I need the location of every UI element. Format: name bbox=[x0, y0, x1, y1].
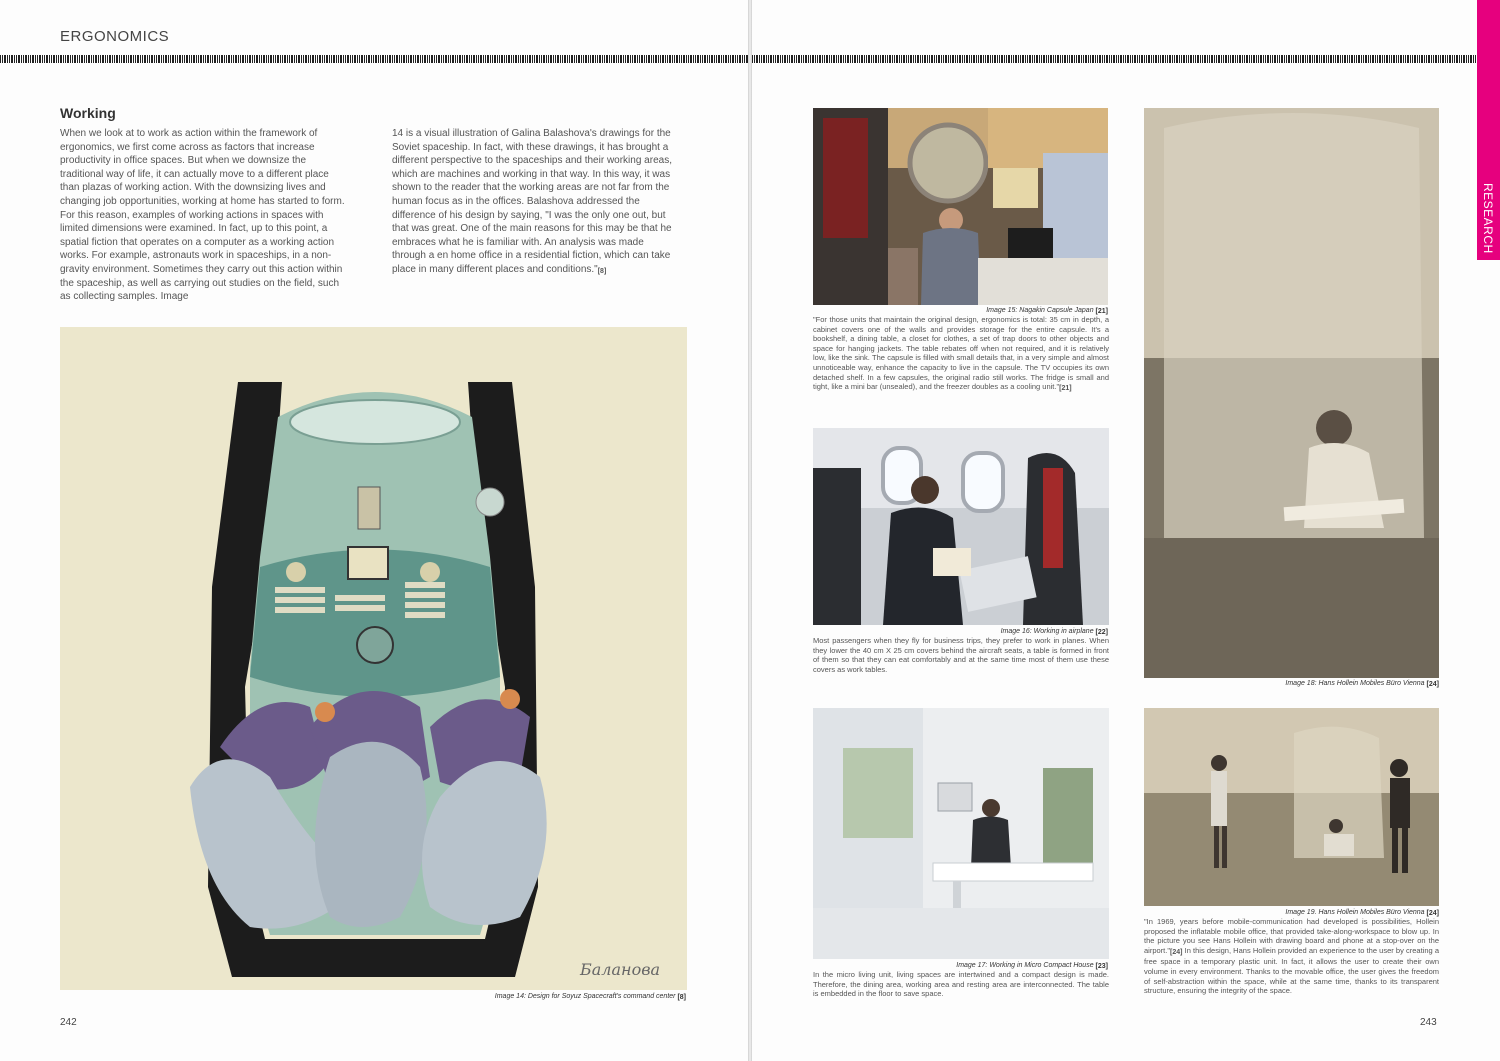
image-18-caption bbox=[1285, 680, 1439, 688]
image-16-ref: [22] bbox=[1095, 629, 1108, 636]
image-16-airplane-photo bbox=[813, 428, 1109, 625]
section-side-tab bbox=[1477, 0, 1500, 260]
header-barcode-rule bbox=[0, 55, 748, 63]
image-19-description-text: In this design, Hans Hollein provided an experience to the user by creating a free space in a temporary plastic unit. In fact, it allows the user to create their own volume in every environment. Thanks to the movable office, the user gives the freedom of self-abstraction within the space, while at the same time, thanks to its transparent structure, ensuring the integrity of the space. bbox=[1144, 945, 1439, 996]
image-15-description bbox=[813, 315, 1109, 394]
page-number-left: 242 bbox=[60, 1017, 77, 1028]
image-18-hollein-mobile-office-photo bbox=[1144, 108, 1439, 678]
left-page bbox=[0, 0, 748, 1061]
image-15-caption bbox=[986, 307, 1108, 315]
image-14-caption bbox=[495, 993, 686, 1001]
image-16-caption-text: Image 16: Working in airplane bbox=[1000, 628, 1094, 635]
image-16-caption bbox=[1001, 628, 1108, 636]
image-14-soyuz-illustration bbox=[60, 327, 687, 990]
image-15-ref: [21] bbox=[1095, 308, 1108, 315]
image-15-caption-text: Image 15: Nagakin Capsule Japan bbox=[986, 307, 1094, 314]
right-page bbox=[752, 0, 1500, 1061]
running-header: ERGONOMICS bbox=[60, 28, 170, 45]
citation-ref: [8] bbox=[597, 267, 607, 275]
image-15-nagakin-capsule-photo bbox=[813, 108, 1108, 305]
image-19-description-ref: [24] bbox=[1170, 948, 1183, 956]
image-15-description-ref: [21] bbox=[1059, 385, 1072, 393]
image-17-caption-text: Image 17: Working in Micro Compact House bbox=[956, 962, 1094, 969]
section-heading: Working bbox=[60, 105, 116, 121]
image-14-caption-text: Image 14: Design for Soyuz Spacecraft's command center bbox=[494, 993, 676, 1000]
image-17-caption bbox=[956, 962, 1108, 970]
image-19-caption-text: Image 19. Hans Hollein Mobiles Büro Vienna bbox=[1285, 909, 1425, 916]
image-18-caption-text: Image 18: Hans Hollein Mobiles Büro Vienna bbox=[1285, 680, 1425, 687]
image-19-ref: [24] bbox=[1426, 910, 1439, 917]
artist-signature: Баланова bbox=[580, 960, 661, 979]
header-barcode-rule bbox=[752, 55, 1478, 63]
image-15-description-text: "For those units that maintain the original design, ergonomics is total: 35 cm in depth, a cabinet covers one of the walls and provides storage for the entire capsule. It's a bookshelf, a dining table, a closet for clothes, a set of trap doors to other objects and space for hanging jackets. The table rebates off when not required, and it is relatively low, like the sink. The capsule is filled with small details that, in a very simple and almost unnoticeable way, enhance the capacity to live in the capsule. The TV occupies its own detached shelf. In a few capsules, the original radio still works. The fridge is small and tight, like a mini bar (unsealed), and the freezer doubles as a cooling unit." bbox=[813, 315, 1109, 392]
body-text-column-1: When we look at to work as action within the framework of ergonomics, we first come across as factors that increase productivity in office spaces. But when we downsize the traditional way of life, it can actually move to a different place than plazas of working action. With the downsizing lives and changing job opportunities, working at home has started to form. For this reason, examples of working actions in spaces with limited dimensions were examined. In fact, up to this point, a spatial fiction that operates on a computer as a working action works. For example, astronauts work in spaceships, in a non-gravity environment. Sometimes they carry out this action within the spaceship, as well as carrying out studies on the field, such as collecting samples. Image bbox=[60, 128, 345, 303]
side-tab-label: RESEARCH bbox=[1481, 183, 1495, 254]
image-19-description bbox=[1144, 917, 1439, 996]
image-18-ref: [24] bbox=[1426, 681, 1439, 688]
image-19-description-quote: "In 1969, years before mobile-communication had developed is possibilities, Hollein proposed the inflatable mobile office, that provided take-along-workspace to blow up. In the picture you see Hans Hollein with drawing board and phone at a stop-over on the airport." bbox=[1144, 917, 1439, 955]
image-17-ref: [23] bbox=[1095, 963, 1108, 970]
image-14-ref: [8] bbox=[677, 994, 686, 1001]
body-text-column-2-text: 14 is a visual illustration of Galina Balashova's drawings for the Soviet spaceship. In fact, with these drawings, it has brought a different perspective to the spaceships and their working areas, which are machines and working in that way. In this way, it was shown to the reader that the working areas are not far from the human focus as in the offices. Balashova addressed the difference of his design by saying, "I was the only one out, but that was great. One of the main reasons for this may be that he embraces what he is familiar with. An analysis was made through a en home office in a residential fiction, which can take place in many different places and conditions." bbox=[392, 128, 672, 275]
image-19-hollein-mobile-office-photo bbox=[1144, 708, 1439, 906]
image-16-description: Most passengers when they fly for business trips, they prefer to work in planes. When they lower the 40 cm X 25 cm covers behind the aircraft seats, a table is formed in front of them so that they can eat comfortably and at the same time most of them use these covers as work tables. bbox=[813, 636, 1109, 674]
body-text-column-2 bbox=[392, 127, 677, 279]
image-17-description: In the micro living unit, living spaces are intertwined and a compact design is made. Therefore, the dining area, working area and resting area are interconnected. The table is embedded in the floor to save space. bbox=[813, 970, 1109, 999]
image-17-micro-compact-house-photo bbox=[813, 708, 1109, 959]
page-number-right: 243 bbox=[1420, 1017, 1437, 1028]
image-19-caption bbox=[1285, 909, 1439, 917]
